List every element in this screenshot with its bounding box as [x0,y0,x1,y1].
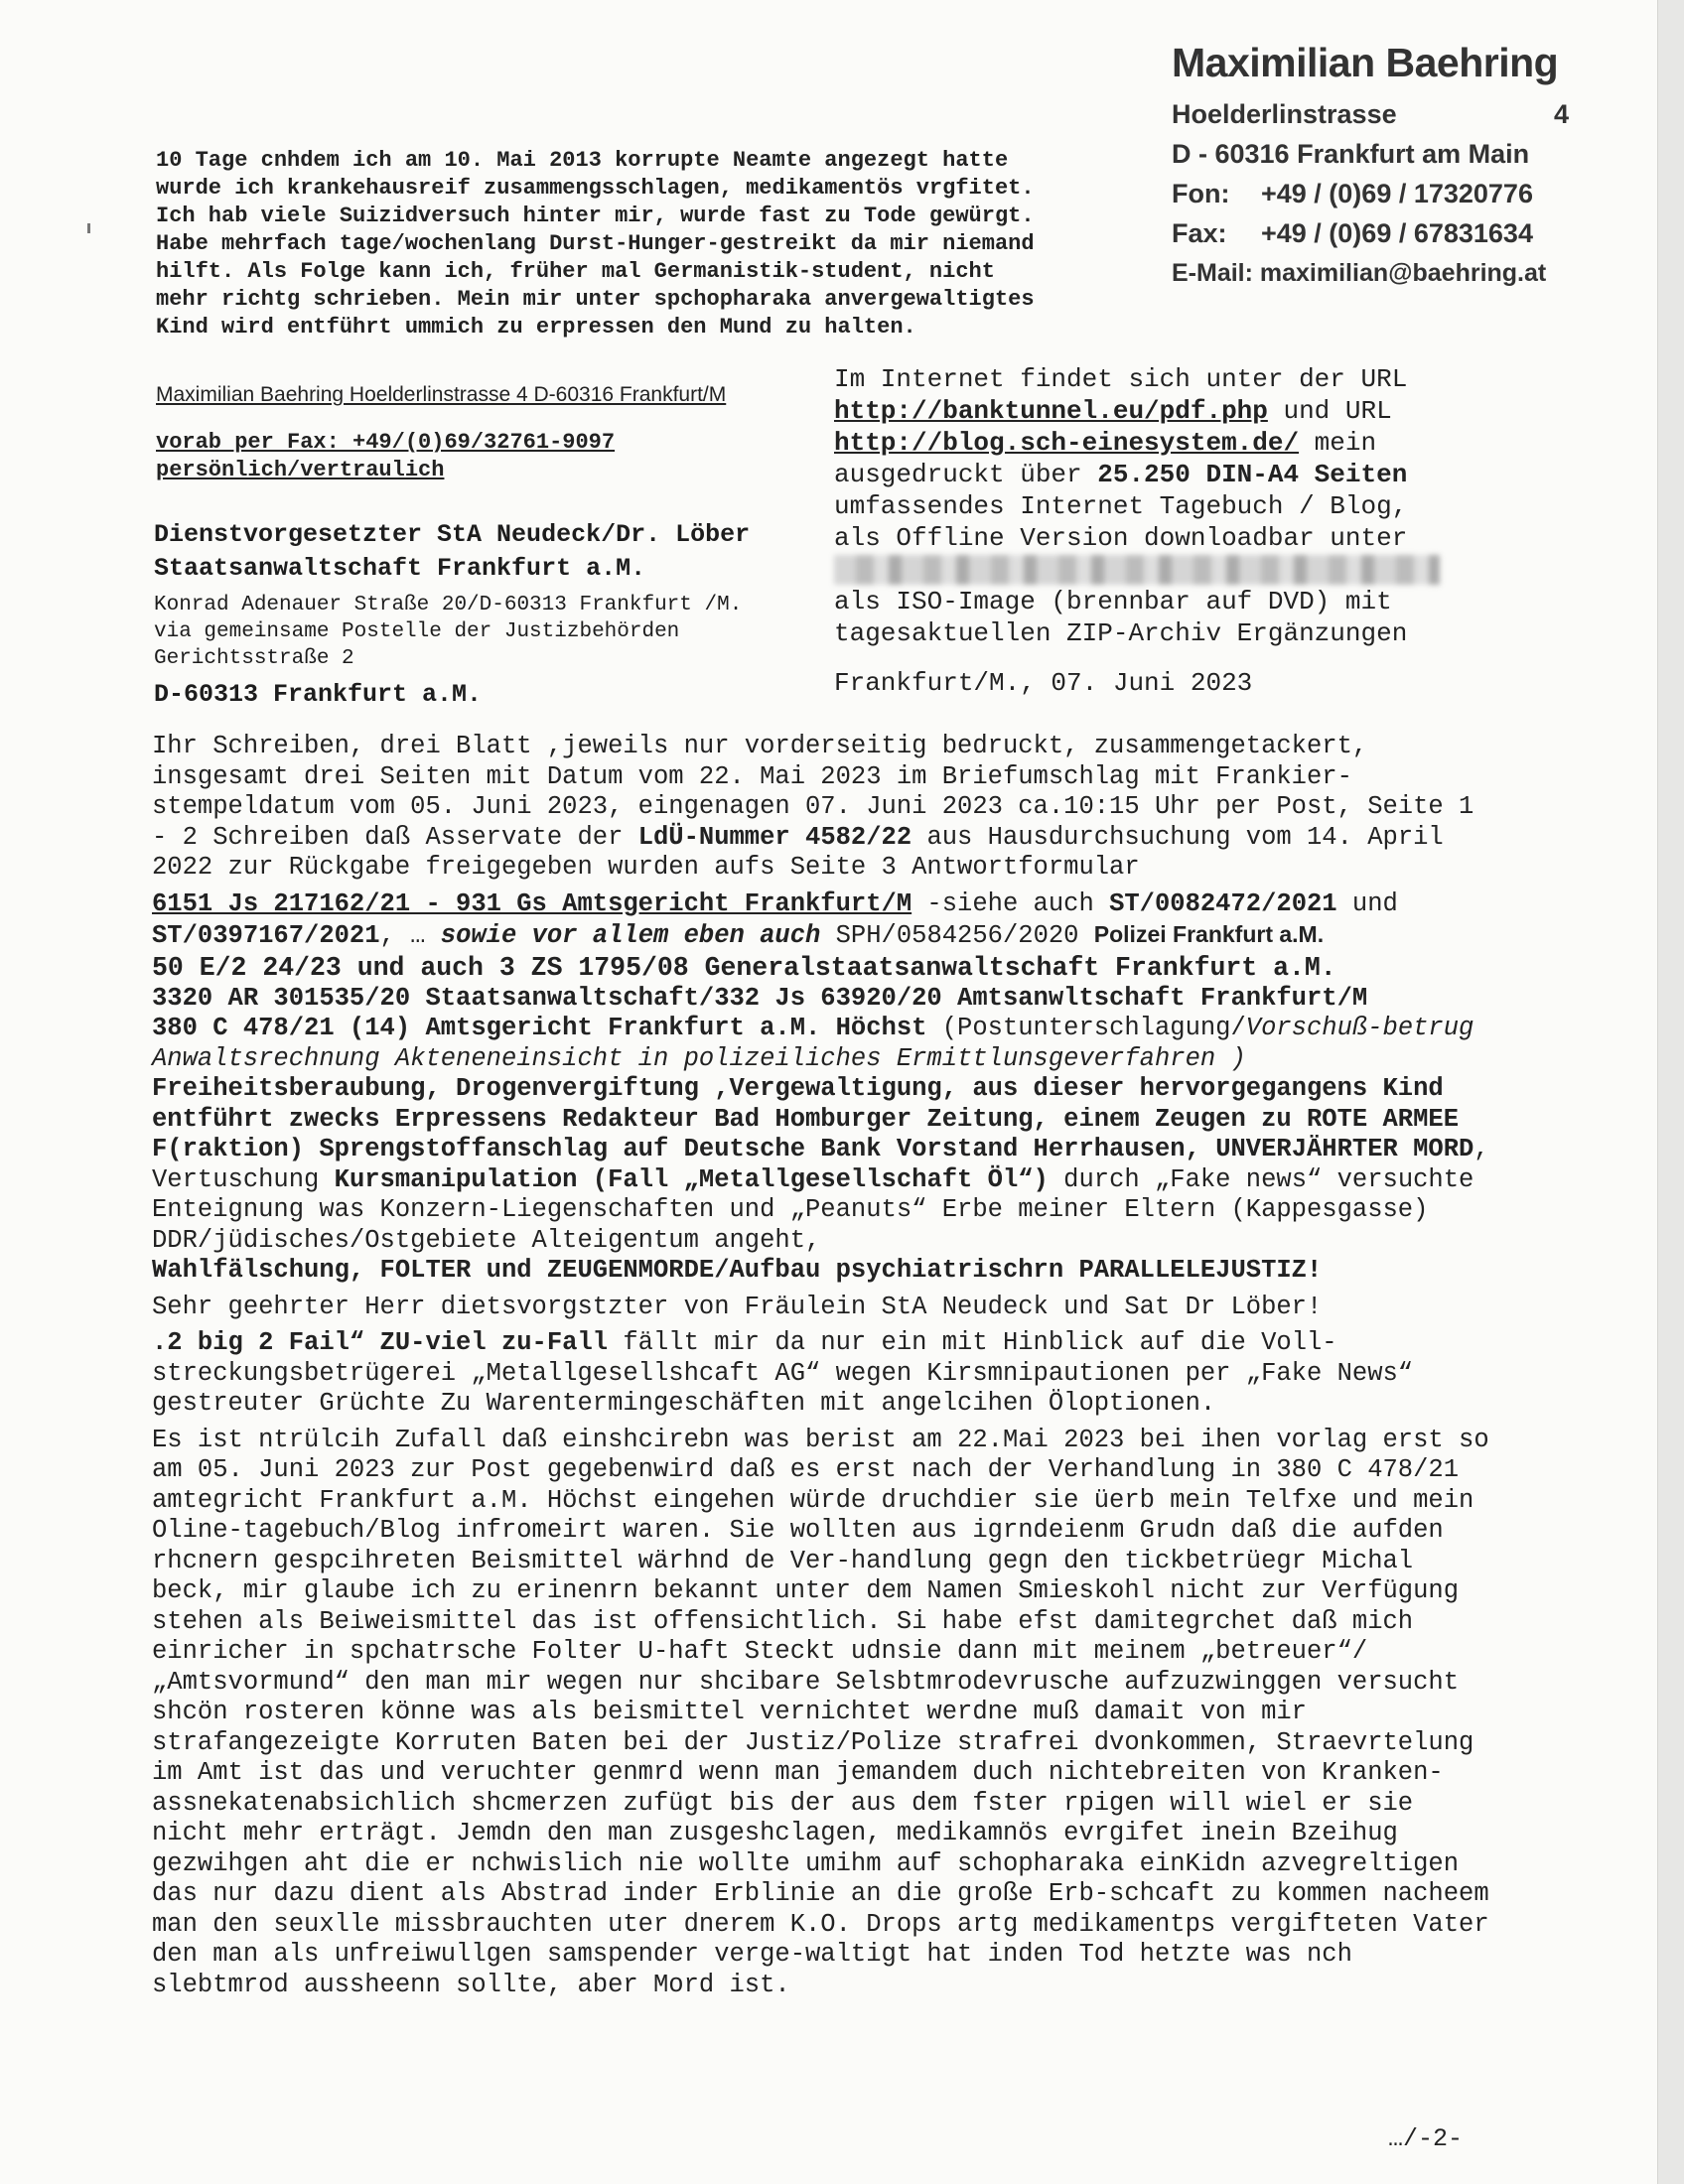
reference-2 [152,919,1494,952]
info-line-6: als Offline Version downloadbar unter [834,523,1408,553]
fax-block [156,429,615,484]
recipient-city: D-60313 Frankfurt a.M. [154,680,483,709]
url-banktunnel[interactable]: http://banktunnel.eu/pdf.php [834,396,1268,426]
ref2-sep: , … [379,921,441,950]
url-blog[interactable]: http://blog.sch-einesystem.de/ [834,428,1300,458]
ref1-st-number: ST/0082472/2021 [1109,888,1337,918]
murder-text-2: , Vertuschung [152,1135,1489,1194]
info-line-4 [834,459,1489,490]
confidential-line: persönlich/vertraulich [156,458,445,482]
letterhead-name: Maximilian Baehring [1172,40,1559,85]
recipient-line-3: Konrad Adenauer Straße 20/D-60313 Frankfurt /M. [154,594,743,616]
letter-body [152,732,1494,2000]
recipient-line-4: via gemeinsame Postelle der Justizbehörden [154,620,680,643]
ref5-text: (Postunterschlagung/ [926,1014,1246,1042]
redacted-url [834,555,1440,585]
letterhead-phone-line [1172,174,1569,213]
reference-4: 3320 AR 301535/20 Staatsanwaltschaft/332 Js 63920/20 Amtsanwltschaft Frankfurt/M [152,983,1368,1013]
page-continuation: …/-2- [1388,2124,1464,2153]
p1-text: Ihr Schreiben, drei Blatt ,jeweils nur vorderseitig bedruckt, zusammengetackert, insgesamt drei Seiten mit Datum vom 22. Mai 2023 im Briefumschlag mit Frankier-stempeldatum vom 05. Juni 2023, eingenagen 07. Juni 2023 ca.10:15 Uhr per Post, Seite 1 - 2 Schreiben daß Asservate der [152,732,1474,852]
paragraph-1 [152,732,1494,884]
phone-number: +49 / (0)69 / 17320776 [1261,179,1533,208]
p2-bold: .2 big 2 Fail“ ZU-viel zu-Fall [152,1328,609,1357]
intro-note: 10 Tage cnhdem ich am 10. Mai 2013 korrupte Neamte angezegt hatte wurde ich krankehausreif zusammengsschlagen, medikamentös vrgfitet. Ich hab viele Suizidversuch hinter mir, wurde fast zu Tode gewürgt. Habe mehrfach tage/wochenlang Durst-Hunger-gestreikt da mir niemand hilft. Als Folge kann ich, früher mal Germanistik-student, nicht mehr richtg schrieben. Mein mir unter spchopharaka anvergewaltigtes Kind wird entführt ummich zu erpressen den Mund zu halten. [156,148,1035,340]
crimes-paragraph [152,1074,1494,1256]
letterhead-street: Hoelderlinstrasse [1172,99,1397,129]
recipient-line-1: Dienstvorgesetzter StA Neudeck/Dr. Löber [154,520,751,549]
ref1-case: 6151 Js 217162/21 - 931 Gs Amtsgericht Frankfurt/M [152,888,912,918]
ref1-text: -siehe auch [912,888,1110,918]
p1-ldue-number: LdÜ-Nummer 4582/22 [637,822,912,852]
fax-label: Fax: [1172,218,1227,248]
paragraph-2 [152,1328,1494,1420]
info-text-ausgedruckt: ausgedruckt über [834,460,1098,489]
ref5-italic: Vorschuß-betrug Anwaltsrechnung Akteneneinsicht in polizeiliches Ermittlunsgeverfahren ) [152,1014,1474,1073]
p2-text: fällt mir da nur ein mit Hinblick auf die Voll-streckungsbetrügerei „Metallgesellshcaft AG“ wegen Kirsmnipautionen per „Fake News“ gestreuter Grüchte Zu Warentermingeschäften mit angelcihen Öloptionen. [152,1328,1414,1418]
letterhead-street-line [1172,94,1569,134]
info-line-5: umfassendes Internet Tagebuch / Blog, [834,491,1408,521]
salutation: Sehr geehrter Herr dietsvorgstzter von Fräulein StA Neudeck und Sat Dr Löber! [152,1292,1323,1321]
info-block [834,363,1489,699]
info-text-und: und URL [1267,396,1392,426]
fax-number: +49 / (0)69 / 67831634 [1261,218,1533,248]
punch-mark [87,223,90,233]
recipient-address [154,518,829,712]
fax-line: vorab per Fax: +49/(0)69/32761-9097 [156,430,616,455]
ref2-st-number: ST/0397167/2021 [152,921,380,950]
paragraph-3: Es ist ntrülcih Zufall daß einshcirebn was berist am 22.Mai 2023 bei ihen vorlag erst so am 05. Juni 2023 zur Post gegebenwird daß es erst nach der Verhandlung in 380 C 478/21 amtegricht Frankfurt a.M. Höchst eingehen würde druchdier sie üerb mein Telfxe und mein Oline-tagebuch/Blog infromeirt waren. Sie wollten aus igrndeienm Grudn daß die aufden rhcnern gespcihreten Beismittel wärhnd de Ver-handlung gegn den tickbetrüegr Michal beck, mir glaube ich zu erinenrn bekannt unter dem Namen Smieskohl nicht zur Verfügung stehen als Beiweismittel das ist offensichtlich. Si habe efst damitegrchet daß mich einricher in spchatrsche Folter U-haft Steckt udnsie dann mit meinem „betreuer“/„Amtsvormund“ den man mir wegen nur shcibare Selsbtmrodevrusche aufzuzwinggen versucht shcön rosteren könne was als beismittel vernichtet werdne muß damait von mir strafangezeigte Korruten Baten bei der Justiz/Polize strafrei dvonkommen, Straevrtelung im Amt ist das und veruchter genmrd wenn man jemandem duch nichtebreiten von Kranken-assnekatenabsichlich shcmerzen zufügt bis der aus dem fster rpigen will wiel er sie nicht mehr erträgt. Jemdn den man zusgeshclagen, medikamnös evrgifet inein Bzeihug gezwihgen aht die er nchwislich nie wollte umihm auf schopharaka einKidn azvegreltigen das nur dazu dient als Abstrad inder Erblinie an die große Erb-schcaft zu kommen nacheem man den seuxlle missbrauchten uter dnerem K.O. Drops artg medikamentps vergifteten Vater den man als unfreiwullgen samspender verge-waltigt hat inden Tod hetzte was nch slebtmrod aussheenn sollte, aber Mord ist. [152,1425,1489,1999]
info-line-8: tagesaktuellen ZIP-Archiv Ergänzungen [834,618,1408,648]
ref2-sph: SPH/0584256/2020 [820,921,1094,950]
letterhead-city: D - 60316 Frankfurt am Main [1172,139,1530,169]
sender-line: Maximilian Baehring Hoelderlinstrasse 4 D-60316 Frankfurt/M [156,383,727,406]
letterhead-number: 4 [1553,99,1569,129]
murder-text-4: durch „Fake news“ versuchte Enteignung was Konzern-Liegenschaften und „Peanuts“ Erbe meiner Eltern (Kappesgasse) DDR/jüdisches/Ostgebiete Alteigentum angeht, [152,1164,1474,1255]
page-count: 25.250 DIN-A4 Seiten [1097,460,1408,489]
recipient-line-5: Gerichtsstraße 2 [154,647,354,670]
page-edge [1657,0,1684,2184]
crimes-last-line: Wahlfälschung, FOLTER und ZEUGENMORDE/Aufbau psychiatrischrn PARALLELEJUSTIZ! [152,1256,1323,1285]
reference-5 [152,1014,1494,1074]
letterhead-fax-line [1172,213,1569,253]
phone-label: Fon: [1172,179,1230,208]
ref1-und: und [1336,888,1398,918]
info-line-7: als ISO-Image (brennbar auf DVD) mit [834,587,1392,616]
kursmanipulation: Kursmanipulation (Fall „Metallgesellschaft Öl“) [334,1164,1049,1194]
info-text-mein: mein [1299,428,1377,458]
ref2-polizei: Polizei Frankfurt a.M. [1093,921,1325,947]
reference-1 [152,889,1494,920]
ref2-sowie: sowie vor allem eben auch [440,921,821,950]
letterhead [1172,40,1569,293]
info-line-2 [834,395,1489,427]
info-line-3 [834,427,1489,459]
letterhead-email: E-Mail: maximilian@baehring.at [1172,259,1547,287]
letter-date: Frankfurt/M., 07. Juni 2023 [834,668,1253,698]
info-line-redacted [834,554,1489,586]
reference-3: 50 E/2 24/23 und auch 3 ZS 1795/08 Generalstaatsanwaltschaft Frankfurt a.M. [152,952,1336,983]
info-line-1: Im Internet findet sich unter der URL [834,364,1408,394]
recipient-line-2: Staatsanwaltschaft Frankfurt a.M. [154,554,646,583]
murder-text: UNVERJÄHRTER MORD [1215,1135,1474,1163]
p1-text-end: aus Hausdurchsuchung vom 14. April 2022 zur Rückgabe freigegeben wurden aufs Seite 3 Antwortformular [152,822,1444,882]
ref5-case: 380 C 478/21 (14) Amtsgericht Frankfurt a.M. Höchst [152,1014,927,1042]
crimes-list: Freiheitsberaubung, Drogenvergiftung ,Vergewaltigung, aus dieser hervorgegangens Kind entführt zwecks Erpressens Redakteur Bad Homburger Zeitung, einem Zeugen zu ROTE ARMEE F(raktion) Sprengstoffanschlag auf Deutsche Bank Vorstand Herrhausen, [152,1074,1460,1163]
